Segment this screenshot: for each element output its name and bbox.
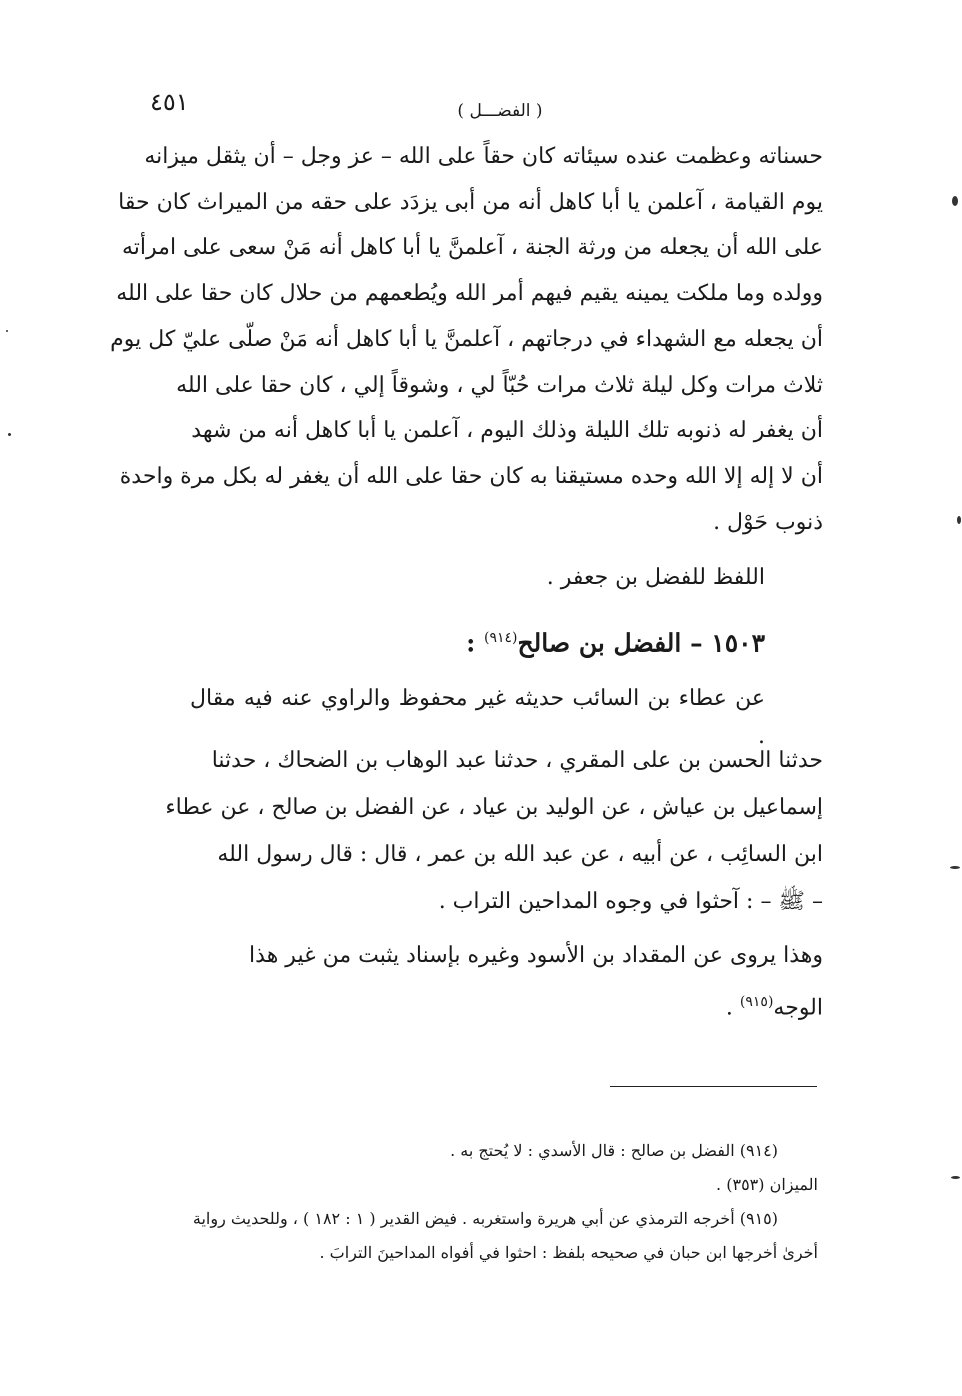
text-line: ثلاث مرات وكل ليلة ثلاث مرات حُبّاً لي ، وشوقاً إلي ، كان حقا على الله: [176, 372, 823, 398]
text-line: حدثنا الحسن بن على المقري ، حدثنا عبد الوهاب بن الضحاك ، حدثنا: [211, 748, 823, 773]
entry-dash: –: [690, 628, 703, 658]
footnote-separator: [610, 1086, 817, 1087]
text-line: أن يجعله مع الشهداء في درجاتهم ، آعلمنَّ يا أبا كاهل أنه مَنْ صلّى عليّ كل يوم: [110, 326, 823, 352]
text-line: وولده وما ملكت يمينه يقيم فيهم أمر الله ويُطعمهم من حلال كان حقا على الله: [116, 281, 823, 307]
entry-heading: [300, 618, 765, 663]
scan-speck: [8, 433, 11, 436]
text-line: وهذا يروى عن المقداد بن الأسود وغيره بإسناد يثبت من غير هذا: [249, 943, 823, 968]
last-line-text: الوجه: [773, 995, 823, 1021]
footnote-914-line: (٩١٤) الفضل بن صالح : قال الأسدي : لا يُحتج به .: [450, 1141, 778, 1160]
text-line: ابن السائِب ، عن أبيه ، عن عبد الله بن عمر ، قال : قال رسول الله: [217, 842, 823, 867]
paragraph-isnad: [133, 737, 823, 925]
entry-number: ١٥٠٣: [711, 628, 765, 658]
text-line-last: [133, 979, 823, 1031]
footnotes: [123, 1134, 818, 1270]
wording-note: اللفظ للفضل بن جعفر .: [546, 565, 765, 590]
footnote-reference: (٩١٥): [739, 994, 774, 1010]
footnote-reference: (٩١٤): [484, 630, 518, 646]
running-head: ( الفضـــل ): [457, 101, 543, 121]
paragraph-hadith-continuation: [110, 134, 823, 545]
entry-colon: :: [466, 628, 485, 658]
text-line: ذنوب حَوْل .: [713, 509, 823, 535]
paragraph-narrator-assessment: عن عطاء بن السائب حديثه غير محفوظ والراوي عنه فيه مقال .: [190, 686, 765, 749]
text-line: أن يغفر له ذنوبه تلك الليلة وذلك اليوم ، آعلمن يا أبا كاهل أنه من شهد: [191, 418, 823, 444]
text-line: أن لا إله إلا الله وحده مستيقنا به كان حقا على الله أن يغفر له بكل مرة واحدة: [119, 463, 823, 489]
scan-speck: [952, 196, 958, 206]
scan-speck: [951, 1176, 960, 1179]
scan-speck: [6, 330, 8, 332]
page-number: ٤٥١: [150, 88, 189, 116]
text-line: على الله أن يجعله من ورثة الجنة ، آعلمنَّ يا أبا كاهل أنه مَنْ سعى على امرأته: [121, 235, 823, 261]
footnote-915-line: أخرىٰ أخرجها ابن حبان في صحيحه بلفظ : احثوا في أفواه المداحينَ الترابَ .: [319, 1243, 818, 1262]
text-line: – ﷺ – : آحثوا في وجوه المداحين التراب .: [438, 889, 823, 914]
footnote-915-line: (٩١٥) أخرجه الترمذي عن أبي هريرة واستغربه . فيض القدير ( ١ : ١٨٢ ) ، وللحديث رواية: [192, 1209, 778, 1228]
entry-name: الفضل بن صالح: [517, 628, 682, 658]
paragraph-other-chains: [133, 932, 823, 1031]
text-line: يوم القيامة ، آعلمن يا أبا كاهل أنه من أبى يزدَد على حقه من الميراث كان حقا: [118, 189, 823, 215]
footnote-914-line: الميزان (٣٥٣) .: [716, 1175, 818, 1194]
scan-speck: [950, 866, 960, 869]
text-line: إسماعيل بن عياش ، عن الوليد بن عياد ، عن الفضل بن صالح ، عن عطاء: [165, 795, 823, 820]
last-line-end: .: [725, 995, 740, 1021]
text-line: حسناته وعظمت عنده سيئاته كان حقاً على الله – عز وجل – أن يثقل ميزانه: [144, 144, 823, 169]
scan-speck: [957, 516, 961, 524]
